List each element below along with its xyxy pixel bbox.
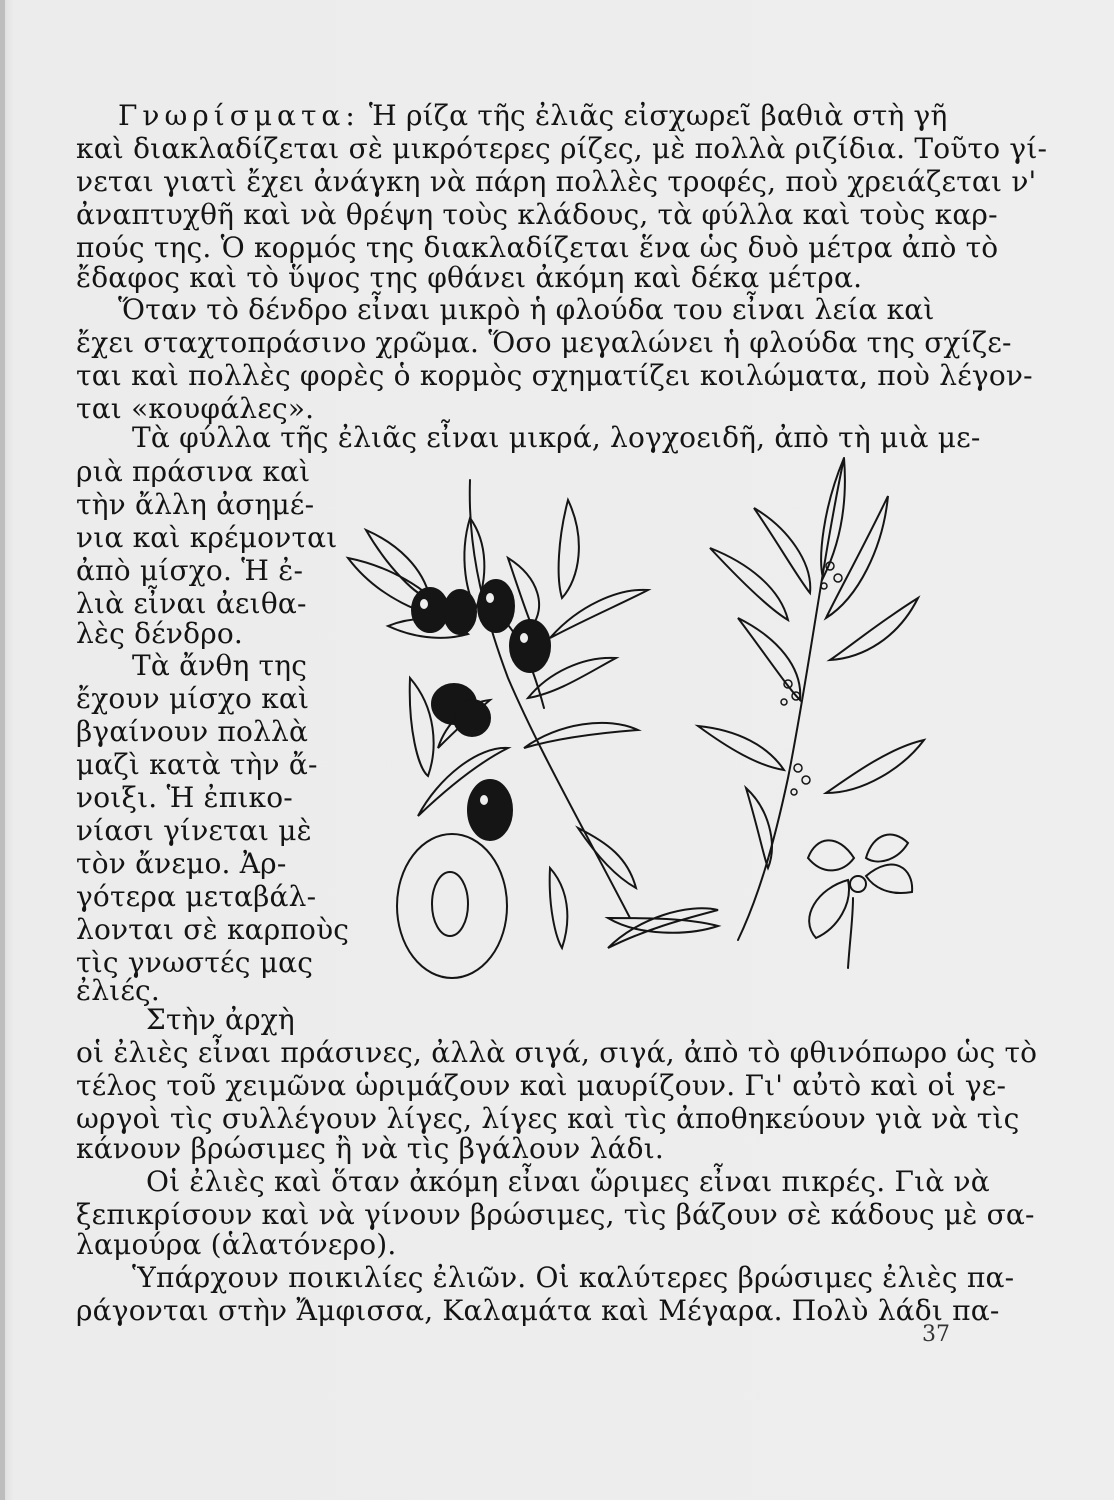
column-line: ριὰ πράσινα καὶ <box>76 455 311 488</box>
column-line: νοιξι. Ἡ ἐπικο- <box>76 781 293 814</box>
olive-leaf <box>550 590 648 638</box>
olive-leaf <box>550 868 568 948</box>
paragraph-line: πούς της. Ὁ κορμός της διακλαδίζεται ἕνα ὡς δυὸ μέτρα ἀπὸ τὸ <box>76 231 999 264</box>
olive-fruit <box>444 590 476 634</box>
column-line: νια καὶ κρέμονται <box>76 521 338 554</box>
paragraph-line: ἔδαφος καὶ τὸ ὕψος της φθάνει ἀκόμη καὶ δέκα μέτρα. <box>76 261 863 294</box>
column-line: τὴν ἄλλη ἀσημέ- <box>76 488 315 521</box>
flower-buds <box>781 562 842 795</box>
paragraph-line: ωργοὶ τὶς συλλέγουν λίγες, λίγες καὶ τὶς ἀποθηκεύουν γιὰ νὰ τὶς <box>76 1102 1020 1135</box>
olive-cross-section <box>397 834 507 978</box>
paragraph-line: ται καὶ πολλὲς φορὲς ὁ κορμὸς σχηματίζει κοιλώματα, ποὺ λέγον- <box>76 359 1033 392</box>
right-branch-stem <box>738 458 844 940</box>
olive-leaf <box>559 500 579 598</box>
paragraph-line: νεται γιατὶ ἔχει ἀνάγκη νὰ πάρη πολλὲς τροφές, ποὺ χρειάζεται ν' <box>76 165 1037 198</box>
olive-pit <box>432 872 468 936</box>
olive-leaf <box>608 908 718 948</box>
column-line: γότερα μεταβάλ- <box>76 880 317 913</box>
paragraph-line: οἱ ἐλιὲς εἶναι πράσινες, ἀλλὰ σιγά, σιγά, ἀπὸ τὸ φθινόπωρο ὡς τὸ <box>76 1036 1038 1069</box>
olive-fruit <box>454 700 490 736</box>
left-branch-stem <box>470 480 630 918</box>
column-line: νίασι γίνεται μὲ <box>76 814 312 847</box>
column-line: Στὴν ἀρχὴ <box>146 1003 295 1036</box>
olive-fruit <box>478 580 514 632</box>
paragraph-line: ἀναπτυχθῆ καὶ νὰ θρέψη τοὺς κλάδους, τὰ φύλλα καὶ τοὺς καρ- <box>76 198 998 231</box>
olive-fruit <box>468 780 512 840</box>
column-line: λὲς δένδρο. <box>76 617 244 650</box>
column-line: ἀπὸ μίσχο. Ἡ ἐ- <box>76 554 304 587</box>
column-line: λονται σὲ καρποὺς <box>76 913 350 946</box>
paragraph-line: ἔχει σταχτοπράσινο χρῶμα. Ὅσο μεγαλώνει ἡ φλούδα της σχίζε- <box>76 326 1012 359</box>
column-line: τὶς γνωστές μας <box>76 946 314 979</box>
paragraph-line: Ὑπάρχουν ποικιλίες ἐλιῶν. Οἱ καλύτερες βρώσιμες ἐλιὲς πα- <box>132 1261 1015 1294</box>
paragraph-line: καὶ διακλαδίζεται σὲ μικρότερες ρίζες, μὲ πολλὰ ριζίδια. Τοῦτο γί- <box>76 132 1048 165</box>
paragraph-line: Ὅταν τὸ δένδρο εἶναι μικρὸ ἡ φλούδα του εἶναι λεία καὶ <box>118 293 935 326</box>
paragraph-line: λαμούρα (ἁλατόνερο). <box>76 1228 397 1261</box>
column-line: μαζὶ κατὰ τὴν ἄ- <box>76 748 318 781</box>
olive-illustration <box>318 448 964 990</box>
olive-flower <box>808 835 912 968</box>
page-number: 37 <box>922 1322 950 1347</box>
olive-fruit <box>412 588 448 632</box>
paragraph-line: Τὰ φύλλα τῆς ἐλιᾶς εἶναι μικρά, λογχοειδῆ, ἀπὸ τὴ μιὰ με- <box>132 421 981 454</box>
column-line: λιὰ εἶναι ἀειθα- <box>76 587 307 620</box>
paragraph-line: τέλος τοῦ χειμῶνα ὡριμάζουν καὶ μαυρίζουν. Γι' αὐτὸ καὶ οἱ γε- <box>76 1069 1007 1102</box>
paragraph-line-1: Γνωρίσματα: Ἡ ρίζα τῆς ἐλιᾶς εἰσχωρεῖ βαθιὰ στὴ γῆ <box>118 99 948 132</box>
section-heading: Γνωρίσματα: <box>118 99 360 132</box>
olive-leaf <box>826 496 888 618</box>
column-line: τὸν ἄνεμο. Ἀρ- <box>76 847 287 880</box>
column-line: βγαίνουν πολλὰ <box>76 715 309 748</box>
olive-fruit <box>510 620 550 672</box>
olive-leaf <box>710 548 788 620</box>
paragraph-line: ράγονται στὴν Ἄμφισσα, Καλαμάτα καὶ Μέγαρα. Πολὺ λάδι πα- <box>76 1294 1000 1327</box>
olive-leaf <box>410 678 434 776</box>
column-line: ἔχουν μίσχο καὶ <box>76 682 310 715</box>
olive-leaf <box>826 740 924 793</box>
olive-leaf <box>830 598 918 660</box>
paragraph-line: Οἱ ἐλιὲς καὶ ὅταν ἀκόμη εἶναι ὥριμες εἶναι πικρές. Γιὰ νὰ <box>146 1165 990 1198</box>
column-line: Τὰ ἄνθη της <box>132 649 308 682</box>
paragraph-line: ξεπικρίσουν καὶ νὰ γίνουν βρώσιμες, τὶς βάζουν σὲ κάδους μὲ σα- <box>76 1198 1035 1231</box>
olive-leaf <box>698 726 784 770</box>
paragraph-line: ται «κουφάλες». <box>76 392 315 425</box>
olive-leaf <box>524 723 638 748</box>
page-spine-shadow <box>0 0 5 1500</box>
paragraph-line: κάνουν βρώσιμες ἢ νὰ τὶς βγάλουν λάδι. <box>76 1132 665 1165</box>
column-line: ἐλιές. <box>76 974 161 1007</box>
